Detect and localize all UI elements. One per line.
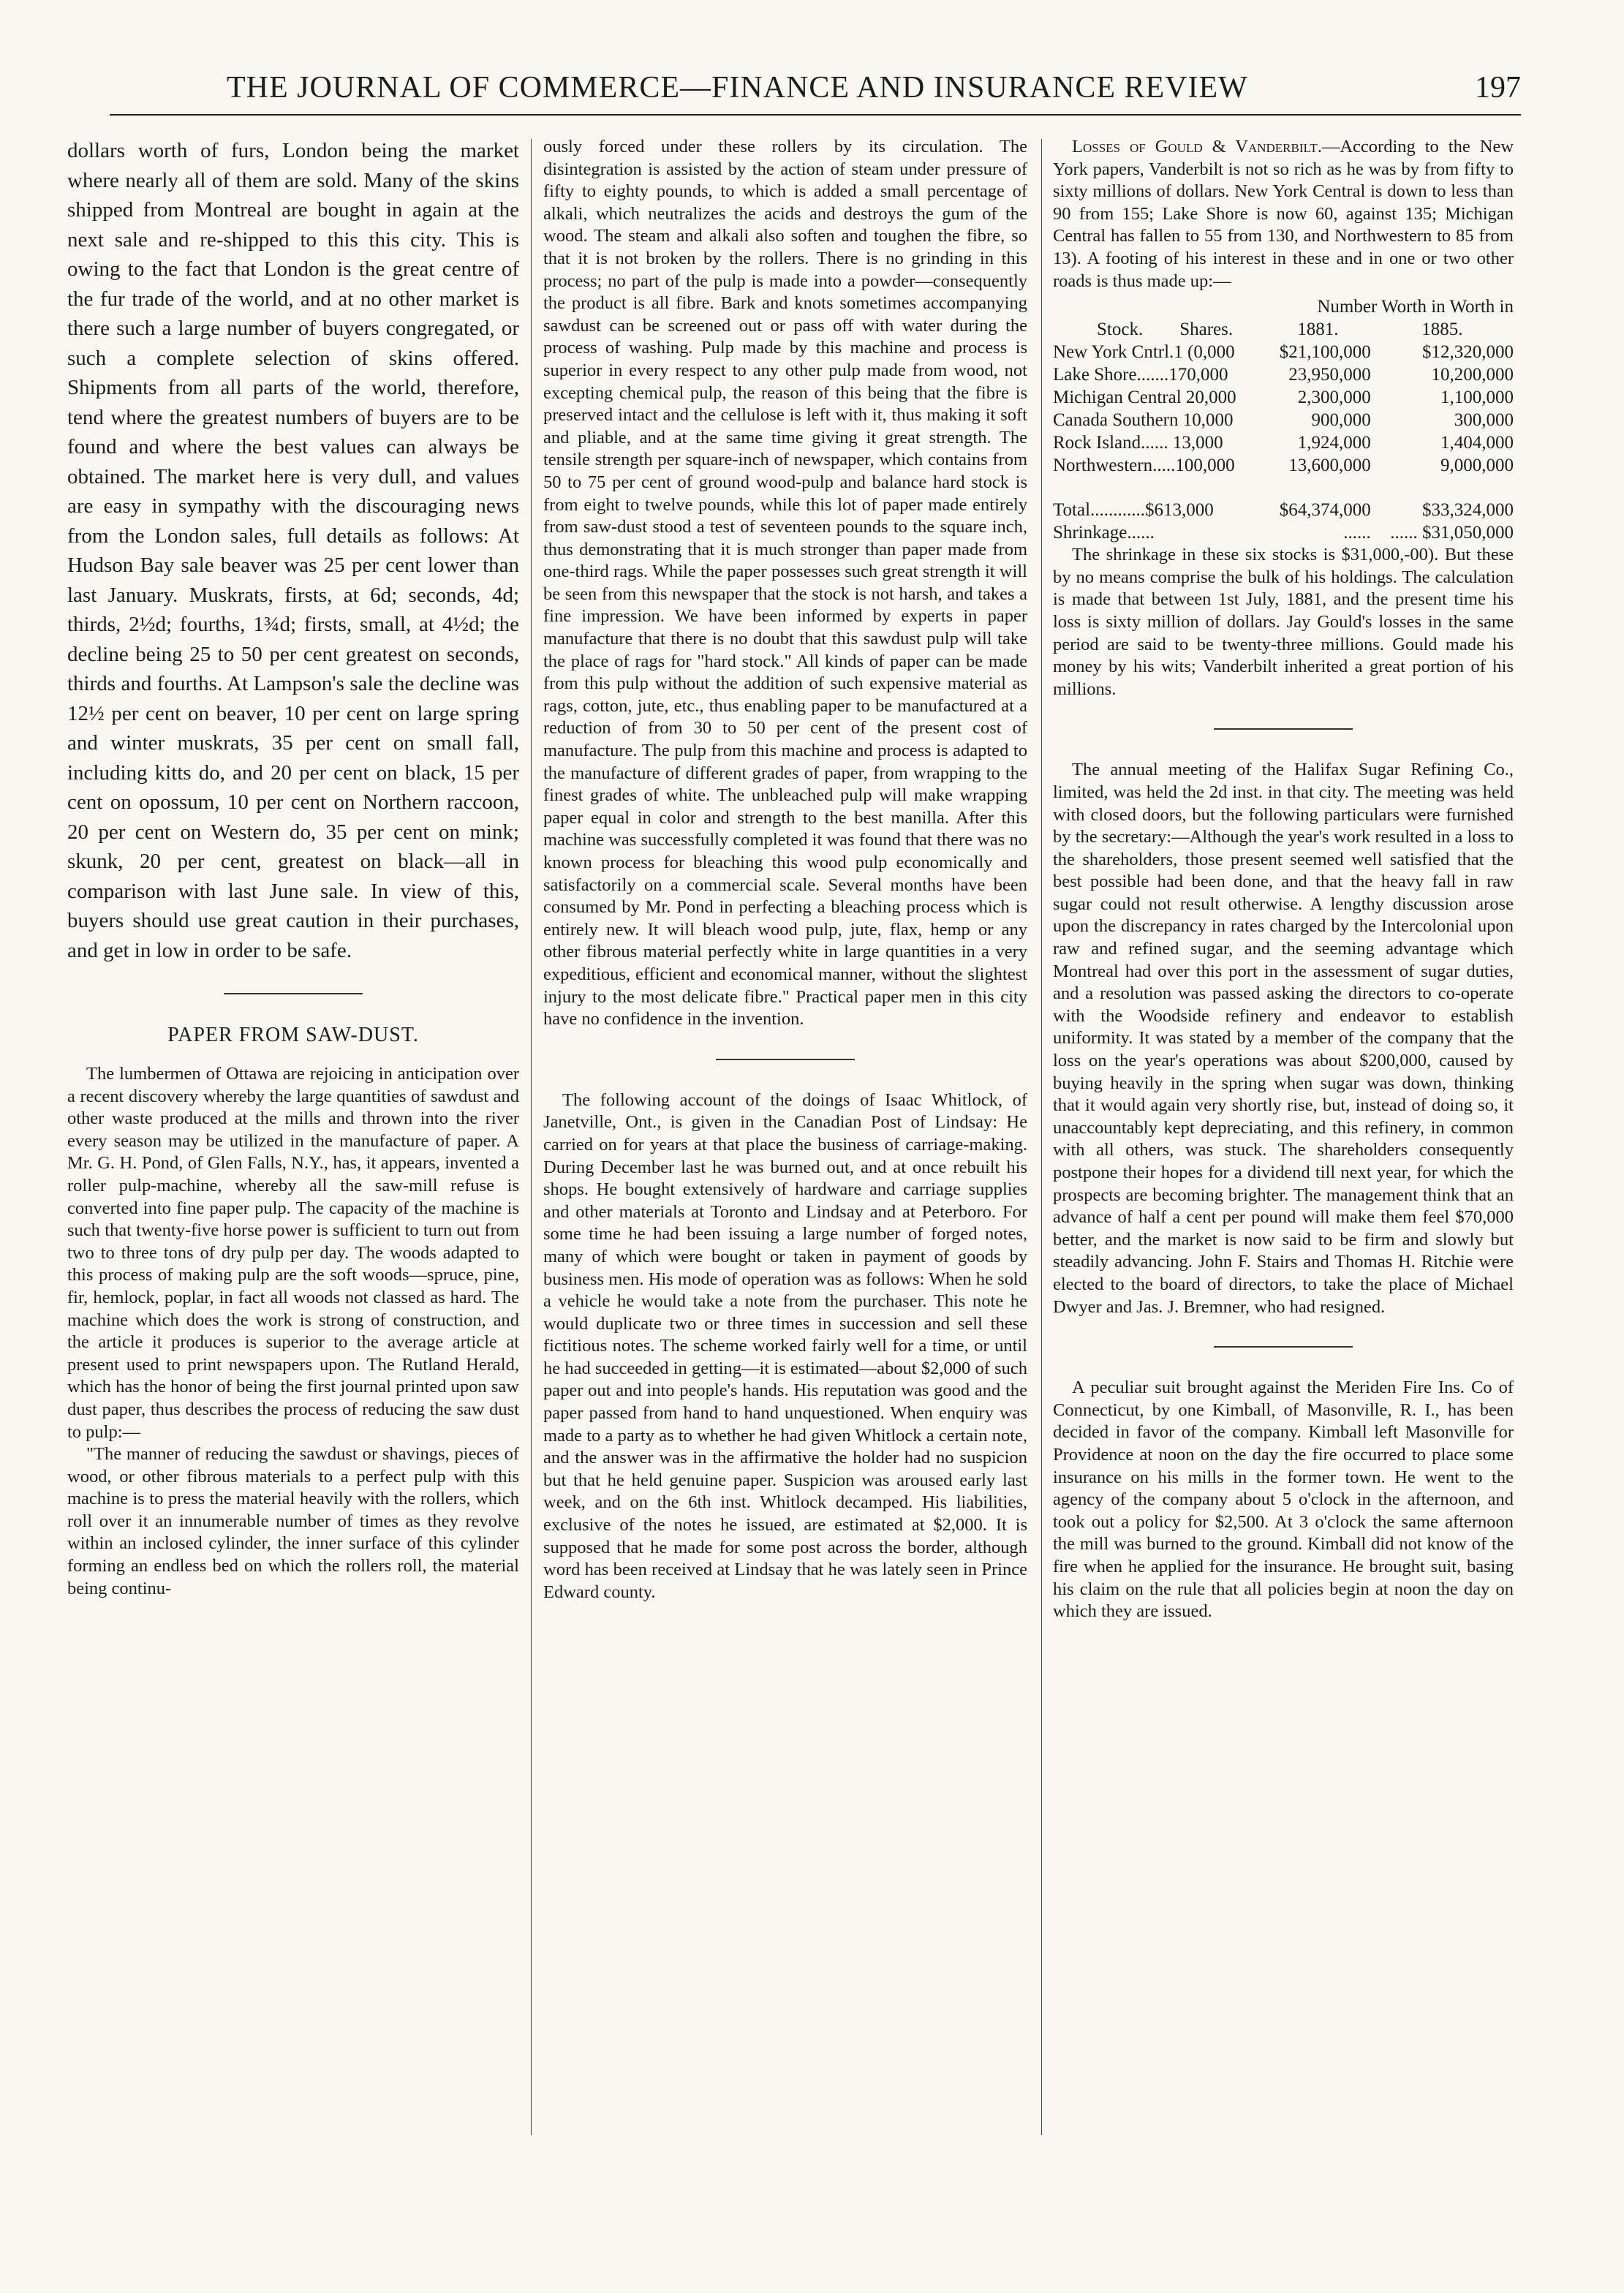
table-shrinkage-row: Shrinkage...... ...... ...... $31,050,000 — [1053, 523, 1514, 543]
losses-text: —According to the New York papers, Vanderbilt is not so rich as he was by from fifty to sixty millions of dollars. New York Central is down to less than 90 from 155; Lake Shore is now 60, against 135; Michigan Central has fallen to 55 from 130, and Northwestern to 85 from 13). A footing of his interest in these and in one or two other roads is thus made up:— — [1053, 137, 1514, 291]
section-divider — [716, 1059, 855, 1060]
table-row: Lake Shore.......170,000 23,950,000 10,200,000 — [1053, 365, 1514, 385]
column-divider — [1041, 139, 1042, 2135]
column-divider — [531, 139, 532, 2135]
table-header-cell: 1881. — [1297, 320, 1339, 340]
column-left — [67, 136, 519, 2220]
section-divider — [1214, 1346, 1353, 1348]
table-row: Rock Island...... 13,000 1,924,000 1,404,000 — [1053, 433, 1514, 453]
whitlock-paragraph: The following account of the doings of Isaac Whitlock, of Janetville, Ont., is given in the Canadian Post of Lindsay: He carried on for years at that place the business of carriage-making. During December last he was burned out, and at once rebuilt his shops. He bought extensively of hardware and carriage supplies and other materials at Toronto and Lindsay and at Peterboro. For some time he had been issuing a large number of forged notes, many of which were bought or taken in payment of goods by business men. His mode of operation was as follows: When he sold a vehicle he would take a note from the purchaser. This note he would duplicate two or three times in succession and sell these fictitious notes. The scheme worked fairly well for a time, or until he had succeeded in getting—it is estimated—about $2,000 of such paper out and into people's hands. His reputation was good and the paper passed from hand to hand unquestioned. When enquiry was made to a party as to whether he had given Whitlock a certain note, and the answer was in the affirmative the holder had no suspicion but that he held genuine paper. Suspicion was aroused early last week, and on the 6th inst. Whitlock decamped. His liabilities, exclusive of the notes he issued, are estimated at $2,000. It is supposed that he made for some post across the border, although word has been received at Lindsay that he was lately seen in Prince Edward county. — [543, 1089, 1027, 1602]
meriden-paragraph: A peculiar suit brought against the Meriden Fire Ins. Co of Connecticut, by one Kimball, of Masonville, R. I., has been decided in favor of the company. Kimball left Masonville for Providence at noon on the day the fire occurred to place some insurance on his mills in the former town. He went to the agency of the company about 5 o'clock in the afternoon, and took out a policy for $2,500. At 3 o'clock the same afternoon the mill was burned to the ground. Kimball did not know of the fire when he applied for the insurance. He brought suit, basing his claim on the rule that all policies begin at noon the day on which they are issued. — [1053, 1378, 1514, 1622]
page-number: 197 — [1475, 71, 1521, 105]
table-row: Northwestern.....100,000 13,600,000 9,000,000 — [1053, 456, 1514, 476]
losses-paragraph — [1053, 136, 1514, 292]
table-header-row — [1053, 318, 1514, 341]
continued-paragraph: ously forced under these rollers by its circulation. The disintegration is assisted by the action of steam under pressure of fifty to eighty pounds, to which is added a small percentage of alkali, which neutralizes the acids and destroys the gum of the wood. The steam and alkali also soften and toughen the fibre, so that it is not broken by the rollers. There is no grinding in this process; no part of the pulp is made into a powder—consequently the product is all fibre. Bark and knots sometimes accompanying sawdust can be screened out or pass off with water during the process of washing. Pulp made by this machine and process is superior in every respect to any other pulp made from wood, not excepting chemical pulp, the reason of this being that the fibre is preserved intact and the cellulose is left with it, thus making it soft and pliable, and at the same time giving it great strength. The tensile strength per square-inch of newspaper, which contains from 50 to 75 per cent of ground wood-pulp and balance hard stock is from eight to twelve pounds, while this lot of paper made entirely from saw-dust stood a test of seventeen pounds to the square inch, thus demonstrating that it is much stronger than paper made from one-third rags. While the paper possesses such great strength it will be seen from this newspaper that the stock is not harsh, and takes a fine impression. We have been informed by experts in paper manufacture that there is no doubt that this sawdust pulp will take the place of rags for "hard stock." All kinds of paper can be made from this pulp without the addition of such expensive material as rags, cotton, jute, etc., thus enabling paper to be manufactured at a reduction of from 30 to 50 per cent of the present cost of manufacture. The pulp from this machine and process is adapted to the manufacture of different grades of paper, from wrapping to the finest grades of white. The unbleached pulp will make wrapping paper equal in color and strength to the best manilla. After this machine was successfully completed it was found that there was no known process for bleaching this wood pulp economically and satisfactorily on a commercial scale. Several months have been consumed by Mr. Pond in perfecting a bleaching process which is entirely new. It will bleach wood pulp, jute, flax, hemp or any other fibrous material perfectly white in large quantities in a very expeditious, efficient and economical manner, without the slightest injury to the most delicate fibre." Practical paper men in this city have no confidence in the invention. — [543, 137, 1027, 1030]
sawdust-paragraph: The lumbermen of Ottawa are rejoicing in anticipation over a recent discovery whereby the large quantities of sawdust and other waste produced at the mills and thrown into the river every season may be utilized in the manufacture of paper. A Mr. G. H. Pond, of Glen Falls, N.Y., has, it appears, invented a roller pulp-machine, whereby all the saw-mill refuse is converted into fine paper pulp. The capacity of the machine is such that twenty-five horse power is sufficient to turn out from two to three tons of dry pulp per day. The woods adapted to this process of making pulp are the soft woods—spruce, pine, fir, hemlock, poplar, in fact all woods not classed as hard. The machine which does the work is strong of construction, and the article it produces is superior to the average article at present used to print newspapers upon. The Rutland Herald, which has the honor of being the first journal printed upon saw dust paper, thus describes the process of reducing the saw dust to pulp:— — [67, 1064, 519, 1442]
quote-paragraph: "The manner of reducing the sawdust or shavings, pieces of wood, or other fibrous materials to a perfect pulp with this machine is to press the material heavily with the rollers, which roll over it an innumerable number of times as they revolve within an inclosed cylinder, the inner surface of this cylinder forming an endless bed on which the rollers roll, the material being continu- — [67, 1444, 519, 1598]
page-header — [110, 70, 1521, 116]
halifax-paragraph: The annual meeting of the Halifax Sugar Refining Co., limited, was held the 2d inst. in that city. The meeting was held with closed doors, but the following particulars were furnished by the secretary:—Although the year's work resulted in a loss to the shareholders, those present seemed well satisfied that the best possible had been done, and that the heavy fall in raw sugar could not result otherwise. A lengthy discussion arose upon the discrepancy in rates charged by the Intercolonial upon raw and refined sugar, and the seeming advantage which Montreal had over this port in the assessment of sugar duties, and a resolution was passed asking the directors to co-operate with the Woodside refinery and endeavor to establish uniformity. It was stated by a member of the company that the loss on the year's operations was about $200,000, caused by buying heavily in the spring when sugar was down, thinking that it would again very shortly rise, but, instead of doing so, it unaccountably kept depreciating, and this refinery, in common with all others, was stuck. The shareholders consequently postpone their hopes for a dividend till next year, for which the prospects are becoming brighter. The management think that an advance of half a cent per pound will make them feel $70,000 better, and the market is now said to be firm and slowly but steadily advancing. John F. Stairs and Thomas H. Ritchie were elected to the board of directors, to take the place of Michael Dwyer and Jas. J. Bremner, who had resigned. — [1053, 760, 1514, 1317]
column-right — [1053, 136, 1514, 2220]
column-middle — [543, 136, 1027, 2220]
table-header-cell: Stock. Shares. — [1097, 320, 1234, 340]
table-row: New York Cntrl.1 (0,000 $21,100,000 $12,320,000 — [1053, 342, 1514, 363]
table-total-row: Total............$613,000 $64,374,000 $33,324,000 — [1053, 500, 1514, 521]
article-heading: PAPER FROM SAW-DUST. — [167, 1024, 419, 1046]
section-divider — [224, 993, 363, 994]
section-divider — [1214, 728, 1353, 730]
table-head-top: Number Worth in Worth in — [1317, 297, 1514, 317]
shrinkage-paragraph: The shrinkage in these six stocks is $31,000,-00). But these by no means comprise the bulk of his holdings. The calculation is made that between 1st July, 1881, and the present time his loss is sixty million of dollars. Jay Gould's losses in the same period are said to be twenty-three millions. Gould made his money by his wits; Vanderbilt inherited a great portion of his millions. — [1053, 545, 1514, 699]
table-row: Canada Southern 10,000 900,000 300,000 — [1053, 410, 1514, 431]
running-title: THE JOURNAL OF COMMERCE—FINANCE AND INSURANCE REVIEW — [227, 71, 1248, 105]
furs-paragraph: dollars worth of furs, London being the market where nearly all of them are sold. Many of the skins shipped from Montreal are bought in again at the next sale and re-shipped to this this city. This is owing to the fact that London is the great centre of the fur trade of the world, and at no other market is there such a large number of buyers congregated, or such a complete selection of skins offered. Shipments from all parts of the world, therefore, tend where the greatest numbers of buyers are to be found and where the best values can always be obtained. The market here is very dull, and values are easy in sympathy with the discouraging news from the London sales, full details as follows: At Hudson Bay sale beaver was 25 per cent lower than last January. Muskrats, firsts, at 6d; seconds, 4d; thirds, 2½d; fourths, 1¾d; firsts, small, at 4½d; the decline being 25 to 50 per cent greatest on seconds, thirds and fourths. At Lampson's sale the decline was 12½ per cent on beaver, 10 per cent on large spring and winter muskrats, 35 per cent on small fall, including kitts do, and 20 per cent on black, 15 per cent on opossum, 10 per cent on Northern raccoon, 20 per cent on Western do, 35 per cent on mink; skunk, 20 per cent, greatest on black—all in comparison with last June sale. In view of this, buyers should use great caution in their purchases, and get in low in order to be safe. — [67, 139, 519, 962]
stock-table — [1053, 295, 1514, 544]
table-row: Michigan Central 20,000 2,300,000 1,100,000 — [1053, 388, 1514, 408]
table-header-cell: 1885. — [1421, 320, 1463, 340]
losses-lead: Losses of Gould & Vanderbilt. — [1072, 137, 1322, 156]
